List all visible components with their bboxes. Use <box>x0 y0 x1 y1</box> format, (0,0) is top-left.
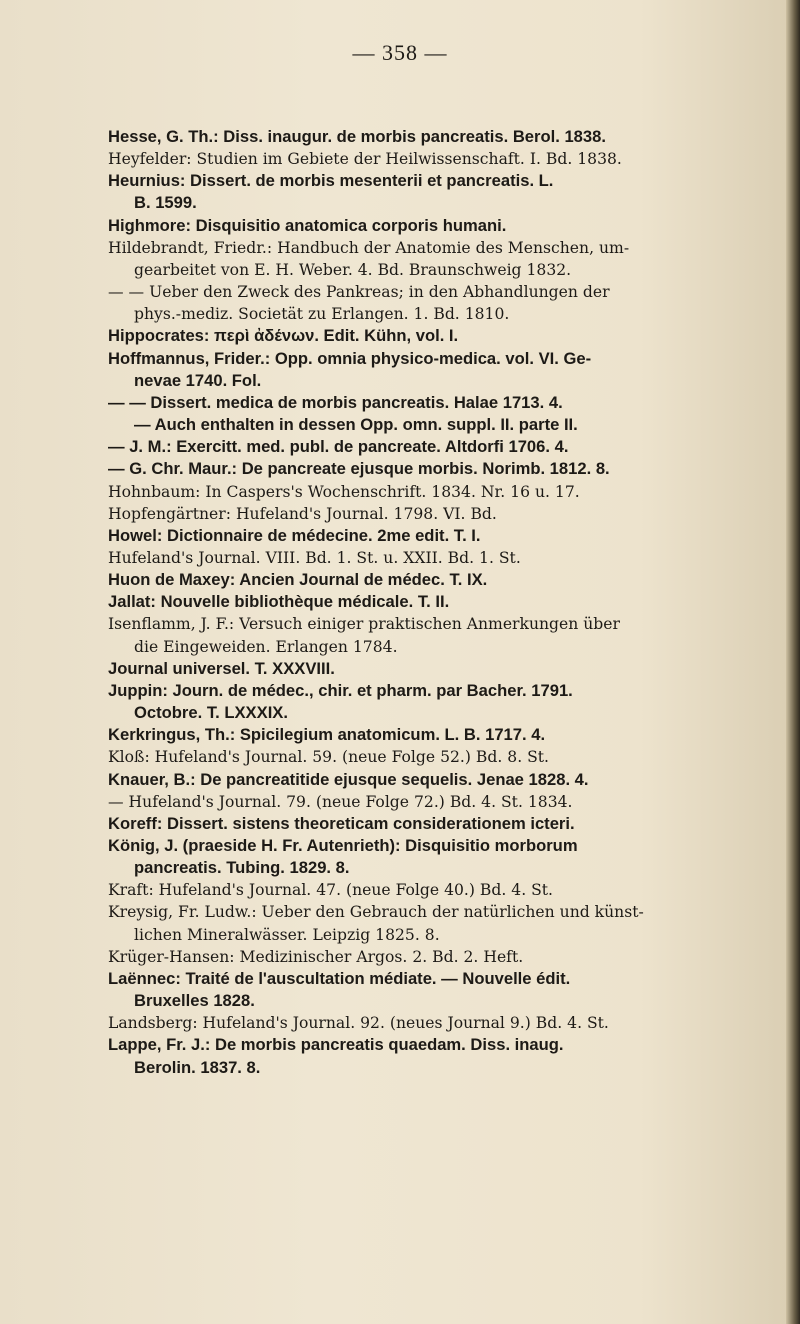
entry-line: lichen Mineralwässer. Leipzig 1825. 8. <box>134 925 440 944</box>
bibliography-entry <box>108 569 778 591</box>
entry-line: Kerkringus, Th.: Spicilegium anatomicum. L. B. 1717. 4. <box>108 725 546 745</box>
bibliography-entry <box>108 769 778 791</box>
bibliography-entry <box>108 680 778 724</box>
entry-line: die Eingeweiden. Erlangen 1784. <box>134 637 398 656</box>
entry-line: nevae 1740. Fol. <box>134 370 262 390</box>
entry-line: — — Dissert. medica de morbis pancreatis. Halae 1713. 4. <box>108 392 563 412</box>
bibliography-entry <box>108 658 778 680</box>
bibliography-list <box>108 126 778 1079</box>
bibliography-entry <box>108 1012 778 1034</box>
entry-line: Isenflamm, J. F.: Versuch einiger praktischen Anmerkungen über <box>108 615 620 634</box>
bibliography-entry <box>108 325 778 347</box>
entry-line: Lappe, Fr. J.: De morbis pancreatis quaedam. Diss. inaug. <box>108 1035 564 1055</box>
entry-line: pancreatis. Tubing. 1829. 8. <box>134 858 350 878</box>
bibliography-entry <box>108 901 778 945</box>
entry-line: Kreysig, Fr. Ludw.: Ueber den Gebrauch der natürlichen und künst- <box>108 903 644 922</box>
entry-line: Bruxelles 1828. <box>134 991 255 1011</box>
bibliography-entry <box>108 215 778 237</box>
entry-line: Krüger-Hansen: Medizinischer Argos. 2. Bd. 2. Heft. <box>108 947 524 966</box>
entry-line: Hufeland's Journal. VIII. Bd. 1. St. u. XXII. Bd. 1. St. <box>108 548 521 567</box>
entry-line: gearbeitet von E. H. Weber. 4. Bd. Braunschweig 1832. <box>134 260 572 279</box>
entry-line: Journal universel. T. XXXVIII. <box>108 658 335 678</box>
entry-line: Highmore: Disquisitio anatomica corporis humani. <box>108 215 507 235</box>
entry-line: Kloß: Hufeland's Journal. 59. (neue Folge 52.) Bd. 8. St. <box>108 748 550 767</box>
bibliography-entry <box>108 791 778 813</box>
entry-line: Jallat: Nouvelle bibliothèque médicale. T. II. <box>108 592 450 612</box>
entry-line: Hippocrates: περὶ ἀδένων. Edit. Kühn, vol. I. <box>108 326 459 346</box>
bibliography-entry <box>108 946 778 968</box>
bibliography-entry <box>108 148 778 170</box>
page-number: — 358 — <box>352 40 448 65</box>
entry-line: phys.-mediz. Societät zu Erlangen. 1. Bd. 1810. <box>134 305 510 324</box>
entry-line: Howel: Dictionnaire de médecine. 2me edit. T. I. <box>108 525 481 545</box>
entry-line: Hopfengärtner: Hufeland's Journal. 1798. VI. Bd. <box>108 504 497 523</box>
entry-line: Hoffmannus, Frider.: Opp. omnia physico-medica. vol. VI. Ge- <box>108 348 592 368</box>
bibliography-entry <box>108 237 778 281</box>
entry-line: Heyfelder: Studien im Gebiete der Heilwissenschaft. I. Bd. 1838. <box>108 150 622 169</box>
entry-line: — G. Chr. Maur.: De pancreate ejusque morbis. Norimb. 1812. 8. <box>108 459 610 479</box>
entry-line: — J. M.: Exercitt. med. publ. de pancreate. Altdorfi 1706. 4. <box>108 437 569 457</box>
entry-line: Kraft: Hufeland's Journal. 47. (neue Folge 40.) Bd. 4. St. <box>108 881 554 900</box>
entry-line: Hohnbaum: In Caspers's Wochenschrift. 1834. Nr. 16 u. 17. <box>108 482 580 501</box>
entry-line: Landsberg: Hufeland's Journal. 92. (neues Journal 9.) Bd. 4. St. <box>108 1014 609 1033</box>
bibliography-entry <box>108 879 778 901</box>
entry-line: Knauer, B.: De pancreatitide ejusque sequelis. Jenae 1828. 4. <box>108 769 589 789</box>
entry-line: Koreff: Dissert. sistens theoreticam considerationem icteri. <box>108 813 575 833</box>
entry-line: Octobre. T. LXXXIX. <box>134 703 288 723</box>
bibliography-entry <box>108 1034 778 1078</box>
bibliography-entry <box>108 525 778 547</box>
page-edge-shadow <box>786 0 800 1324</box>
bibliography-entry <box>108 746 778 768</box>
entry-line: König, J. (praeside H. Fr. Autenrieth): Disquisitio morborum <box>108 836 578 855</box>
bibliography-entry <box>108 835 778 879</box>
bibliography-entry <box>108 348 778 392</box>
entry-line: Heurnius: Dissert. de morbis mesenterii et pancreatis. L. <box>108 171 554 191</box>
bibliography-entry <box>108 281 778 325</box>
bibliography-entry <box>108 813 778 835</box>
bibliography-entry <box>108 547 778 569</box>
entry-line: Berolin. 1837. 8. <box>134 1057 261 1077</box>
bibliography-entry <box>108 392 778 436</box>
entry-line: Hildebrandt, Friedr.: Handbuch der Anatomie des Menschen, um- <box>108 238 630 257</box>
entry-line: Huon de Maxey: Ancien Journal de médec. T. IX. <box>108 570 488 590</box>
bibliography-entry <box>108 591 778 613</box>
bibliography-entry <box>108 968 778 1012</box>
entry-line: B. 1599. <box>134 193 197 213</box>
bibliography-entry <box>108 170 778 214</box>
bibliography-entry <box>108 126 778 148</box>
entry-line: Laënnec: Traité de l'auscultation médiate. — Nouvelle édit. <box>108 968 571 988</box>
entry-line: — Auch enthalten in dessen Opp. omn. suppl. II. parte II. <box>134 415 578 435</box>
bibliography-entry <box>108 503 778 525</box>
entry-line: Juppin: Journ. de médec., chir. et pharm. par Bacher. 1791. <box>108 680 573 700</box>
entry-line: Hesse, G. Th.: Diss. inaugur. de morbis pancreatis. Berol. 1838. <box>108 127 606 146</box>
entry-line: — — Ueber den Zweck des Pankreas; in den Abhandlungen der <box>108 283 610 302</box>
bibliography-entry <box>108 613 778 657</box>
bibliography-entry <box>108 481 778 503</box>
bibliography-entry <box>108 436 778 458</box>
bibliography-entry <box>108 458 778 480</box>
bibliography-entry <box>108 724 778 746</box>
entry-line: — Hufeland's Journal. 79. (neue Folge 72.) Bd. 4. St. 1834. <box>108 792 573 811</box>
